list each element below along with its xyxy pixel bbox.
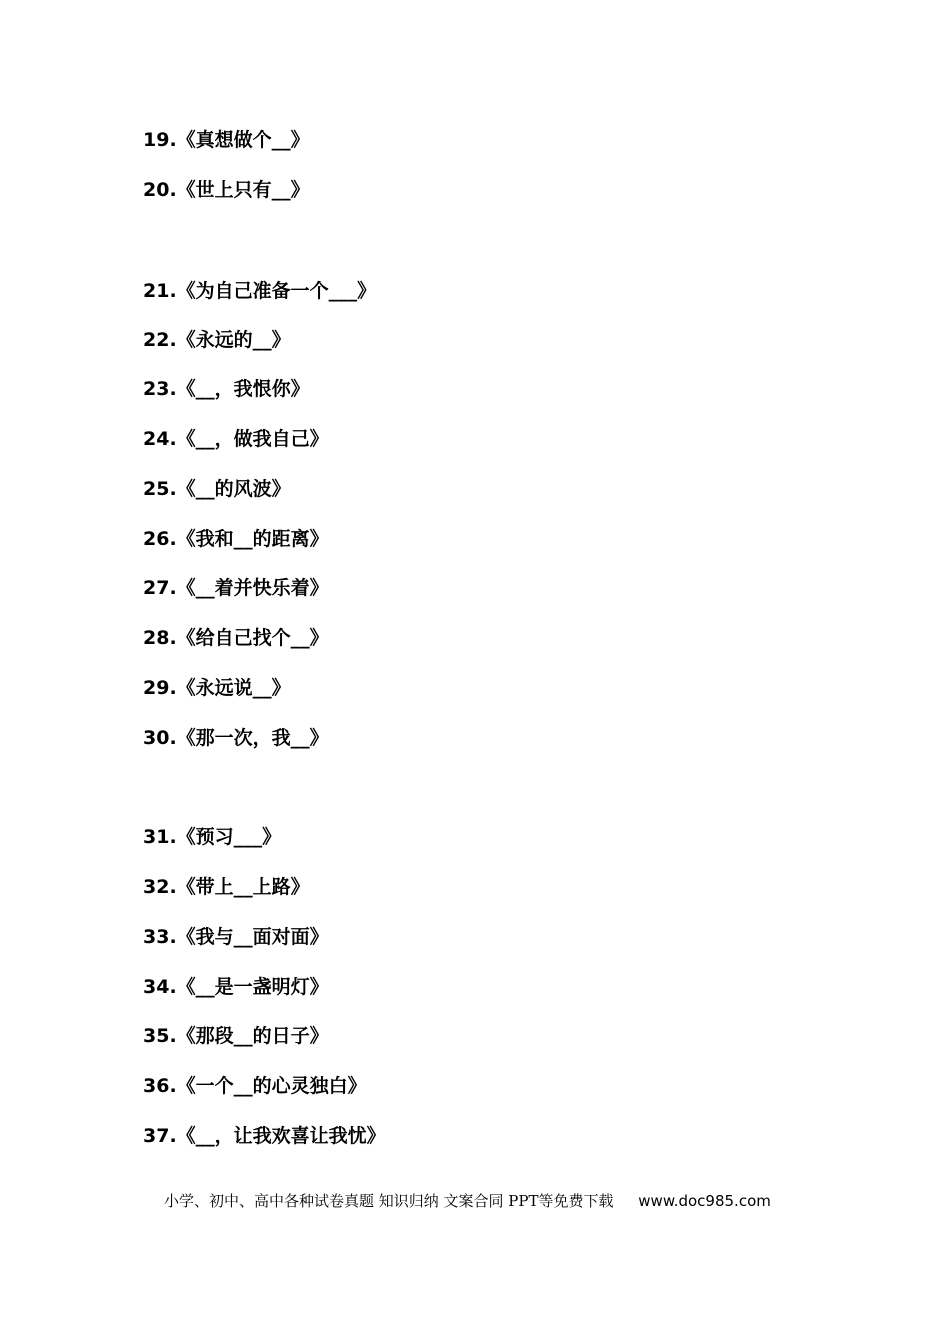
list-item: 22.《永远的__》 [143, 329, 291, 351]
list-item: 23.《__，我恨你》 [143, 378, 310, 400]
list-item: 27.《__着并快乐着》 [143, 577, 329, 599]
footer-text: 小学、初中、高中各种试卷真题 知识归纳 文案合同 PPT等免费下载 [164, 1192, 614, 1210]
list-item: 31.《预习___》 [143, 826, 282, 848]
list-item: 34.《__是一盏明灯》 [143, 976, 329, 998]
list-item: 35.《那段__的日子》 [143, 1025, 329, 1047]
list-item: 28.《给自己找个__》 [143, 627, 329, 649]
list-item: 33.《我与__面对面》 [143, 926, 329, 948]
list-item: 37.《__，让我欢喜让我忧》 [143, 1125, 386, 1147]
list-item: 19.《真想做个__》 [143, 129, 310, 151]
footer-url[interactable]: www.doc985.com [638, 1192, 771, 1210]
page-footer [164, 1190, 771, 1212]
list-item: 24.《__，做我自己》 [143, 428, 329, 450]
list-item: 20.《世上只有__》 [143, 179, 310, 201]
list-item: 26.《我和__的距离》 [143, 528, 329, 550]
list-item: 32.《带上__上路》 [143, 876, 310, 898]
list-item: 36.《一个__的心灵独白》 [143, 1075, 367, 1097]
list-item: 21.《为自己准备一个___》 [143, 280, 377, 302]
list-item: 30.《那一次，我__》 [143, 727, 329, 749]
list-item: 25.《__的风波》 [143, 478, 291, 500]
list-item: 29.《永远说__》 [143, 677, 291, 699]
